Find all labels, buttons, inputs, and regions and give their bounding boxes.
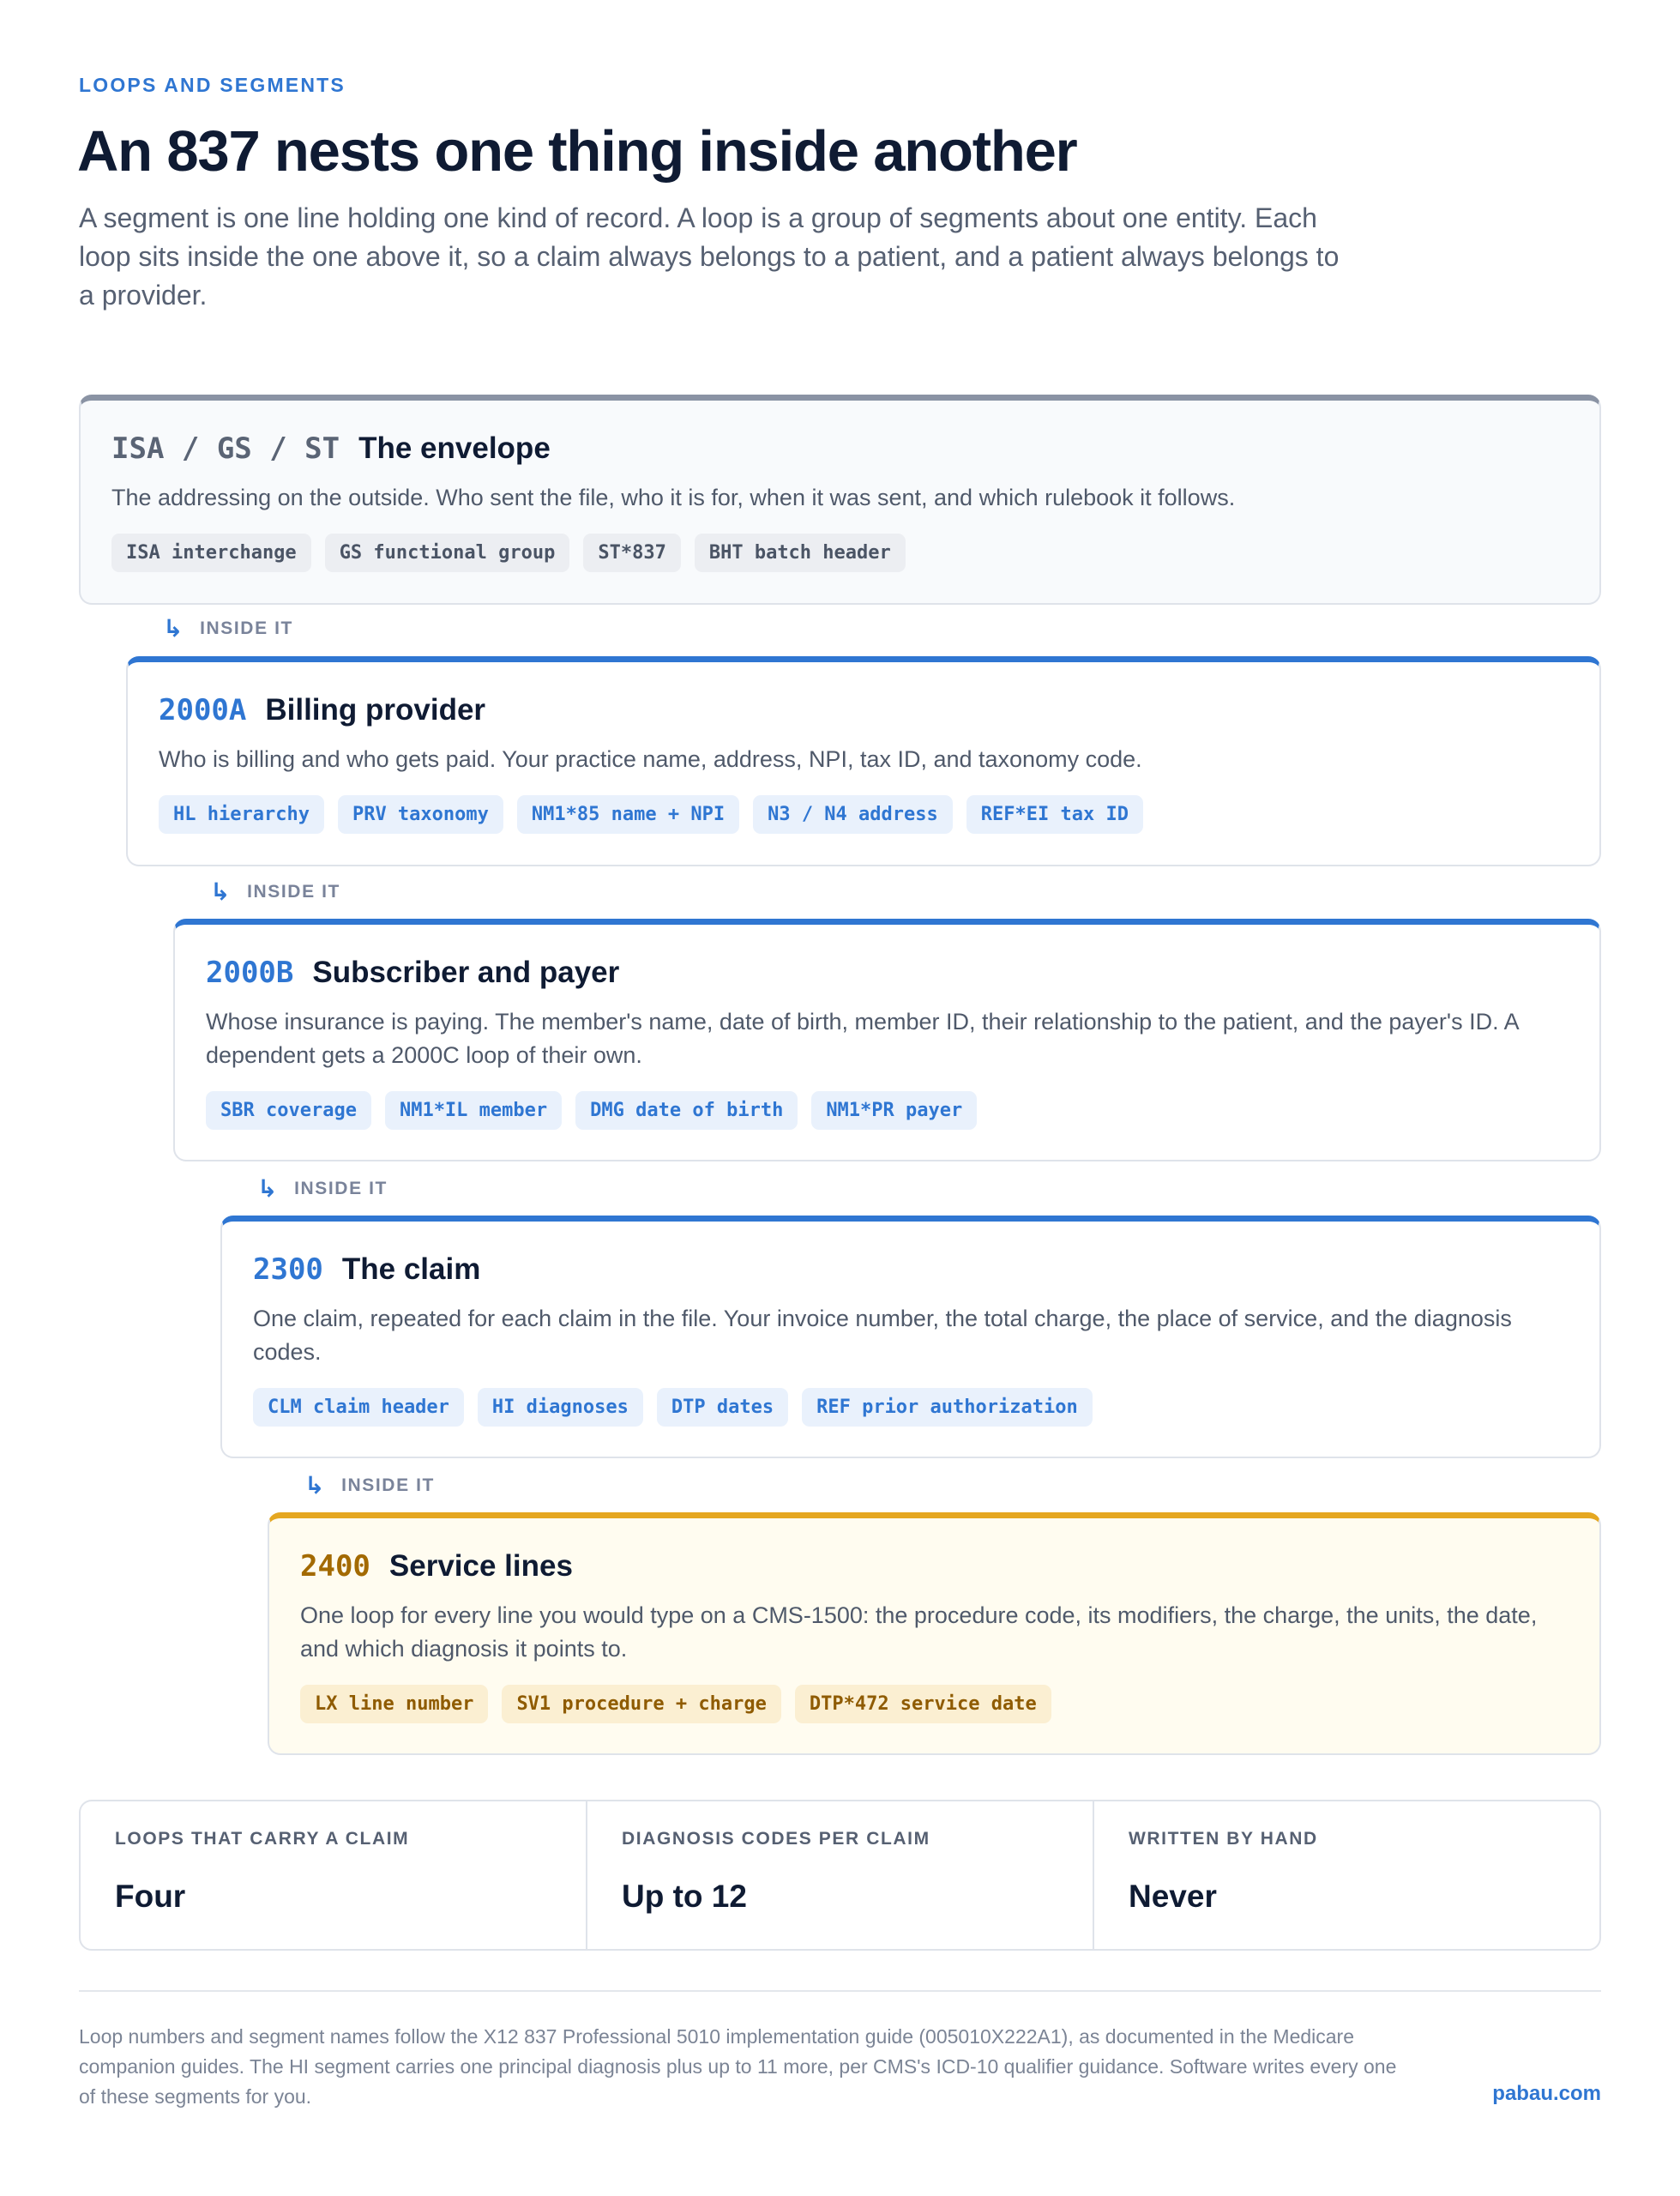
segment-list	[300, 1685, 1570, 1723]
loop-code: ISA / GS / ST	[111, 431, 340, 466]
stat-written-by-hand	[1094, 1801, 1599, 1949]
inside-it-connector	[210, 878, 340, 906]
loop-2300	[220, 1216, 1601, 1458]
inside-it-connector	[304, 1471, 435, 1499]
loop-name: Subscriber and payer	[312, 956, 620, 989]
loop-description: One loop for every line you would type on a CMS-1500: the procedure code, its modifiers, the charge, the units, the date, and which diagnosis it points to.	[300, 1602, 1538, 1662]
stat-label: LOOPS THAT CARRY A CLAIM	[115, 1829, 410, 1849]
inside-it-connector	[257, 1174, 388, 1203]
segment-list	[206, 1091, 1570, 1130]
segment-chip: PRV taxonomy	[338, 795, 503, 834]
loop-code: 2400	[300, 1549, 370, 1584]
loop-description: Whose insurance is paying. The member's name, date of birth, member ID, their relationship to the patient, and the payer's ID. A dependent gets a 2000C loop of their own.	[206, 1009, 1519, 1068]
stat-value: Up to 12	[622, 1879, 747, 1914]
segment-chip: GS functional group	[325, 534, 570, 572]
segment-chip: NM1*85 name + NPI	[517, 795, 739, 834]
segment-chip: DMG date of birth	[575, 1091, 798, 1130]
return-arrow-icon: ↳	[210, 878, 232, 905]
segment-chip: REF*EI tax ID	[966, 795, 1143, 834]
segment-list	[253, 1388, 1570, 1427]
loop-description: One claim, repeated for each claim in the file. Your invoice number, the total charge, the place of service, and the diagnosis codes.	[253, 1306, 1512, 1365]
segment-chip: N3 / N4 address	[753, 795, 953, 834]
loop-name: Billing provider	[265, 693, 486, 727]
loop-description: Who is billing and who gets paid. Your practice name, address, NPI, tax ID, and taxonomy code.	[159, 746, 1142, 772]
page-title: An 837 nests one thing inside another	[77, 119, 1077, 184]
loop-name: The claim	[341, 1252, 481, 1286]
segment-chip: DTP dates	[657, 1388, 788, 1427]
stats-panel	[79, 1800, 1601, 1951]
stat-loops-carrying-claim	[81, 1801, 587, 1949]
loop-2400	[268, 1512, 1601, 1755]
segment-list	[111, 534, 1570, 572]
inside-it-label: INSIDE IT	[247, 881, 340, 902]
intro-paragraph: A segment is one line holding one kind of record. A loop is a group of segments about one entity. Each loop sits inside the one above it, so a claim always belongs to a patient, and a patient always belongs to a provider.	[79, 202, 1340, 311]
stat-value: Four	[115, 1879, 186, 1914]
segment-chip: NM1*IL member	[385, 1091, 562, 1130]
inside-it-label: INSIDE IT	[200, 618, 293, 638]
segment-chip: REF prior authorization	[802, 1388, 1093, 1427]
segment-chip: SBR coverage	[206, 1091, 371, 1130]
stat-label: DIAGNOSIS CODES PER CLAIM	[622, 1829, 930, 1849]
return-arrow-icon: ↳	[163, 615, 185, 642]
segment-chip: LX line number	[300, 1685, 488, 1723]
inside-it-connector	[163, 614, 293, 643]
footer-note: Loop numbers and segment names follow the X12 837 Professional 5010 implementation guide (005010X222A1), as documented in the Medicare companion guides. The HI segment carries one principal diagnosis plus up to 11 more, per CMS's ICD-10 qualifier guidance. Software writes every one of these segments for you.	[79, 2025, 1397, 2108]
segment-chip: HL hierarchy	[159, 795, 324, 834]
loop-code: 2000B	[206, 956, 294, 990]
footer-divider	[79, 1990, 1601, 1992]
return-arrow-icon: ↳	[304, 1472, 327, 1499]
loop-envelope	[79, 395, 1601, 605]
loop-description: The addressing on the outside. Who sent the file, who it is for, when it was sent, and which rulebook it follows.	[111, 485, 1236, 510]
segment-chip: CLM claim header	[253, 1388, 464, 1427]
segment-chip: NM1*PR payer	[811, 1091, 977, 1130]
inside-it-label: INSIDE IT	[294, 1178, 388, 1198]
segment-chip: ST*837	[583, 534, 680, 572]
segment-list	[159, 795, 1570, 834]
segment-chip: BHT batch header	[695, 534, 906, 572]
loop-code: 2300	[253, 1252, 323, 1287]
stat-value: Never	[1129, 1879, 1217, 1914]
segment-chip: DTP*472 service date	[795, 1685, 1051, 1723]
loop-2000b	[173, 919, 1601, 1161]
loop-name: Service lines	[388, 1549, 573, 1583]
section-kicker: LOOPS AND SEGMENTS	[79, 74, 346, 96]
segment-chip: HI diagnoses	[478, 1388, 643, 1427]
return-arrow-icon: ↳	[257, 1175, 280, 1202]
stat-diagnosis-codes	[587, 1801, 1094, 1949]
loop-code: 2000A	[159, 693, 247, 727]
segment-chip: ISA interchange	[111, 534, 311, 572]
segment-chip: SV1 procedure + charge	[502, 1685, 780, 1723]
inside-it-label: INSIDE IT	[341, 1475, 435, 1495]
brand-link[interactable]: pabau.com	[1492, 2082, 1601, 2105]
loop-name: The envelope	[358, 431, 551, 465]
loop-2000a	[126, 656, 1601, 866]
stat-label: WRITTEN BY HAND	[1129, 1829, 1318, 1849]
